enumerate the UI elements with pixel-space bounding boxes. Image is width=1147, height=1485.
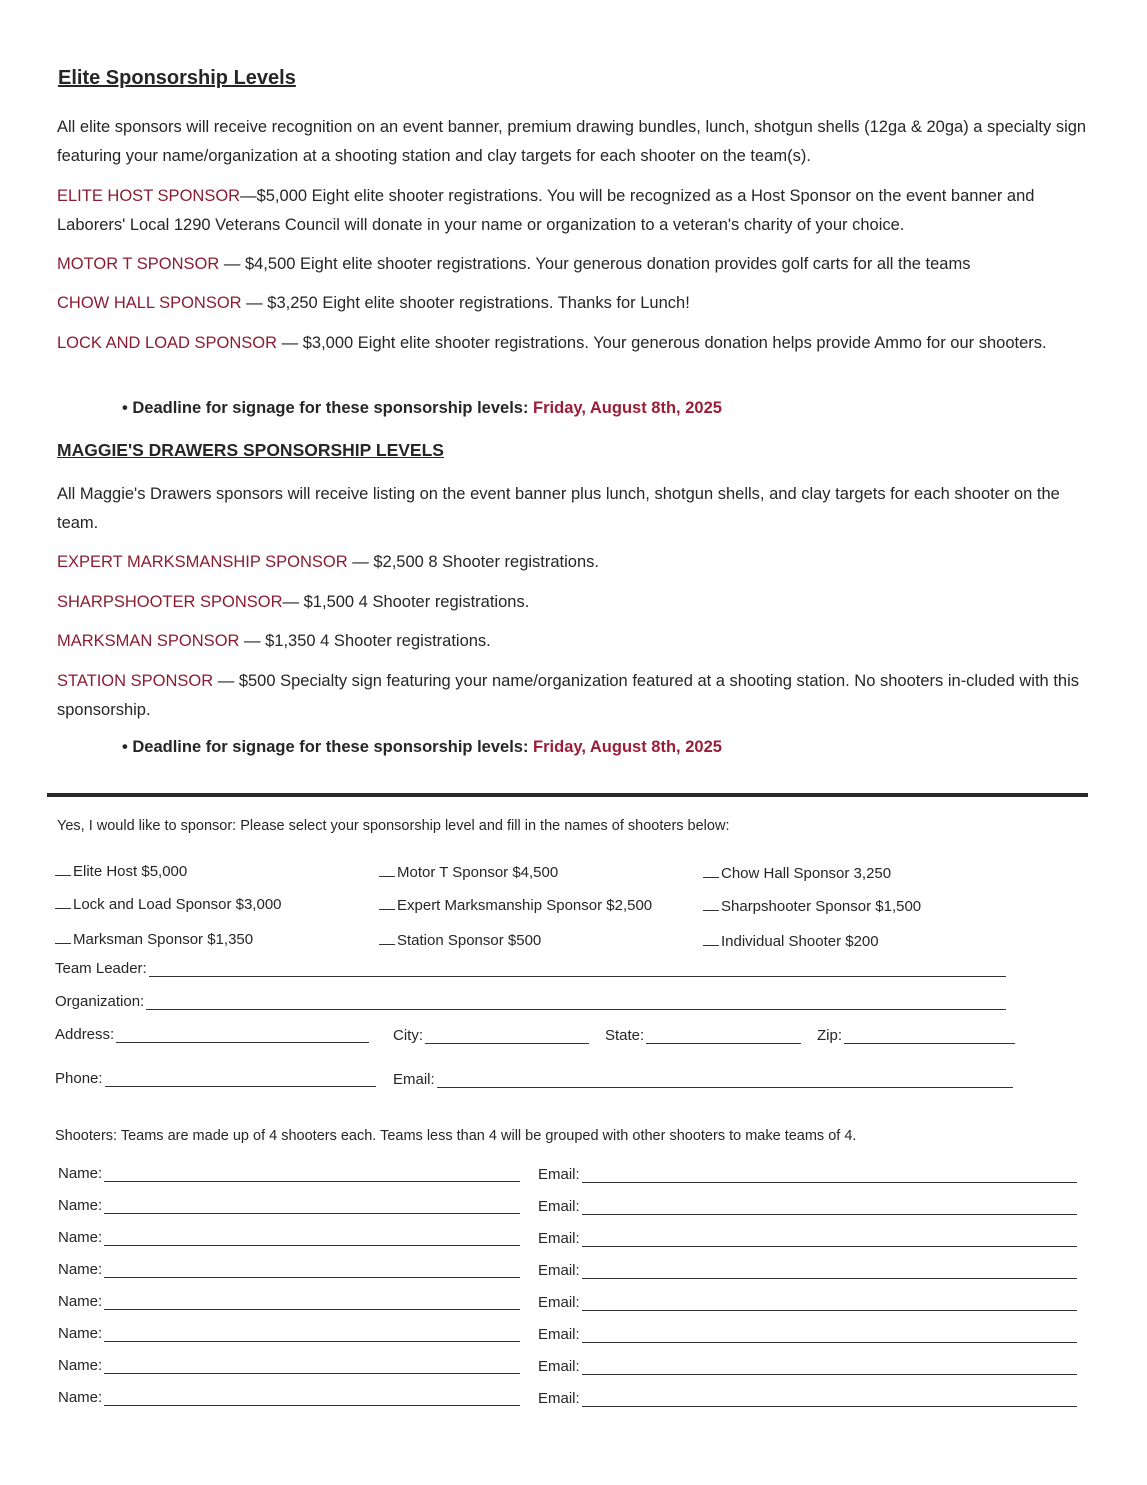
field-line[interactable] (104, 1166, 520, 1182)
field-label: Name: (58, 1197, 103, 1214)
field-label: Name: (58, 1261, 103, 1278)
level-text: — $1,500 4 Shooter registrations. (282, 593, 530, 611)
phone-field[interactable] (55, 1070, 376, 1087)
shooter-name-field[interactable] (58, 1229, 520, 1246)
zip-field[interactable] (817, 1027, 1015, 1044)
option-label: Motor T Sponsor $4,500 (397, 864, 559, 881)
level-text: — $4,500 Eight elite shooter registrations. Your generous donation provides golf carts for all the teams (219, 255, 971, 273)
expert-marksmanship-level (57, 548, 1097, 577)
level-text: —$5,000 Eight elite shooter registrations. You will be recognized as a Host Sponsor on the event banner and Laborers' Local 1290 Veterans Council will donate in your name or organization to a veteran's charity of your choice. (57, 187, 1035, 234)
field-line[interactable] (582, 1327, 1077, 1343)
field-line[interactable] (646, 1028, 801, 1044)
checkbox-blank[interactable] (703, 910, 719, 911)
field-label: Email: (538, 1198, 580, 1215)
option-label: Elite Host $5,000 (73, 863, 188, 880)
option-motor-t[interactable] (379, 864, 558, 881)
field-line[interactable] (582, 1231, 1077, 1247)
option-marksman[interactable] (55, 931, 253, 948)
option-label: Chow Hall Sponsor 3,250 (721, 865, 892, 882)
chow-hall-level (57, 289, 1097, 318)
field-line[interactable] (844, 1028, 1015, 1044)
shooter-name-field[interactable] (58, 1261, 520, 1278)
option-chow-hall[interactable] (703, 865, 891, 882)
checkbox-blank[interactable] (379, 944, 395, 945)
form-intro: Yes, I would like to sponsor: Please select your sponsorship level and fill in the names of shooters below: (57, 818, 730, 834)
field-line[interactable] (105, 1071, 376, 1087)
shooter-email-field[interactable] (538, 1358, 1077, 1375)
option-lock-and-load[interactable] (55, 896, 282, 913)
option-sharpshooter[interactable] (703, 898, 921, 915)
field-line[interactable] (146, 994, 1006, 1010)
field-line[interactable] (104, 1262, 520, 1278)
option-elite-host[interactable] (55, 863, 187, 880)
maggies-intro: All Maggie's Drawers sponsors will receive listing on the event banner plus lunch, shotgun shells, and clay targets for each shooter on the team. (57, 485, 1060, 532)
address-field[interactable] (55, 1026, 369, 1043)
level-text: — $1,350 4 Shooter registrations. (239, 632, 491, 650)
checkbox-blank[interactable] (703, 877, 719, 878)
field-label: Email: (538, 1262, 580, 1279)
shooter-name-field[interactable] (58, 1197, 520, 1214)
team-leader-field[interactable] (55, 960, 1006, 977)
shooter-email-field[interactable] (538, 1230, 1077, 1247)
field-label: Name: (58, 1325, 103, 1342)
deadline-label: • Deadline for signage for these sponsorship levels: (122, 399, 534, 417)
checkbox-blank[interactable] (379, 909, 395, 910)
field-line[interactable] (104, 1390, 520, 1406)
field-label: Zip: (817, 1027, 843, 1044)
field-line[interactable] (582, 1359, 1077, 1375)
field-line[interactable] (425, 1028, 589, 1044)
field-label: Name: (58, 1229, 103, 1246)
deadline-date: Friday, August 8th, 2025 (533, 738, 722, 756)
field-label: Address: (55, 1026, 115, 1043)
elite-intro: All elite sponsors will receive recognition on an event banner, premium drawing bundles, lunch, shotgun shells (12ga & 20ga) a specialty sign featuring your name/organization at a shooting station and clay targets for each shooter on the team(s). (57, 118, 1087, 165)
option-label: Expert Marksmanship Sponsor $2,500 (397, 897, 653, 914)
level-name: SHARPSHOOTER SPONSOR (57, 593, 283, 611)
field-line[interactable] (104, 1198, 520, 1214)
field-label: Email: (538, 1230, 580, 1247)
field-label: Email: (538, 1390, 580, 1407)
field-label: Email: (538, 1166, 580, 1183)
level-name: ELITE HOST SPONSOR (57, 187, 241, 205)
field-line[interactable] (104, 1230, 520, 1246)
section-divider (47, 793, 1088, 797)
shooter-name-field[interactable] (58, 1357, 520, 1374)
field-line[interactable] (437, 1072, 1013, 1088)
field-label: Email: (538, 1294, 580, 1311)
shooter-name-field[interactable] (58, 1293, 520, 1310)
level-name: MARKSMAN SPONSOR (57, 632, 240, 650)
sharpshooter-level (57, 588, 1097, 617)
shooters-note: Shooters: Teams are made up of 4 shooters each. Teams less than 4 will be grouped with other shooters to make teams of 4. (55, 1128, 857, 1144)
option-label: Lock and Load Sponsor $3,000 (73, 896, 282, 913)
level-name: STATION SPONSOR (57, 672, 214, 690)
shooter-name-field[interactable] (58, 1389, 520, 1406)
shooter-name-field[interactable] (58, 1325, 520, 1342)
organization-field[interactable] (55, 993, 1006, 1010)
level-name: LOCK AND LOAD SPONSOR (57, 334, 278, 352)
level-text: — $500 Specialty sign featuring your name/organization featured at a shooting station. No shooters in-cluded with this sponsorship. (57, 672, 1079, 719)
field-line[interactable] (582, 1391, 1077, 1407)
level-name: MOTOR T SPONSOR (57, 255, 220, 273)
field-line[interactable] (116, 1027, 369, 1043)
elite-section-title: Elite Sponsorship Levels (58, 67, 296, 89)
field-line[interactable] (104, 1358, 520, 1374)
option-individual-shooter[interactable] (703, 933, 879, 950)
field-line[interactable] (582, 1295, 1077, 1311)
field-label: State: (605, 1027, 645, 1044)
field-label: Name: (58, 1389, 103, 1406)
marksman-level (57, 627, 1097, 656)
deadline-date: Friday, August 8th, 2025 (533, 399, 722, 417)
field-line[interactable] (104, 1294, 520, 1310)
city-field[interactable] (393, 1027, 589, 1044)
option-label: Sharpshooter Sponsor $1,500 (721, 898, 922, 915)
deadline-label: • Deadline for signage for these sponsorship levels: (122, 738, 534, 756)
option-label: Station Sponsor $500 (397, 932, 542, 949)
level-text: — $2,500 8 Shooter registrations. (347, 553, 599, 571)
checkbox-blank[interactable] (55, 908, 71, 909)
checkbox-blank[interactable] (55, 943, 71, 944)
field-line[interactable] (582, 1263, 1077, 1279)
level-text: — $3,000 Eight elite shooter registrations. Your generous donation helps provide Ammo for our shooters. (277, 334, 1047, 352)
maggies-deadline (122, 738, 722, 757)
shooter-email-field[interactable] (538, 1326, 1077, 1343)
field-label: Email: (393, 1071, 435, 1088)
shooter-email-field[interactable] (538, 1166, 1077, 1183)
elite-deadline (122, 399, 722, 418)
field-label: City: (393, 1027, 423, 1044)
field-label: Phone: (55, 1070, 103, 1087)
level-text: — $3,250 Eight elite shooter registrations. Thanks for Lunch! (241, 294, 690, 312)
field-label: Organization: (55, 993, 145, 1010)
option-label: Marksman Sponsor $1,350 (73, 931, 254, 948)
field-label: Email: (538, 1358, 580, 1375)
field-label: Name: (58, 1357, 103, 1374)
maggies-section-title: MAGGIE'S DRAWERS SPONSORSHIP LEVELS (57, 440, 444, 460)
shooter-email-field[interactable] (538, 1198, 1077, 1215)
shooter-email-field[interactable] (538, 1390, 1077, 1407)
state-field[interactable] (605, 1027, 801, 1044)
level-name: EXPERT MARKSMANSHIP SPONSOR (57, 553, 348, 571)
lock-and-load-level (57, 329, 1097, 358)
field-label: Team Leader: (55, 960, 147, 977)
shooter-email-field[interactable] (538, 1294, 1077, 1311)
option-station[interactable] (379, 932, 541, 949)
field-line[interactable] (149, 961, 1006, 977)
field-label: Name: (58, 1293, 103, 1310)
option-expert-marksmanship[interactable] (379, 897, 652, 914)
field-line[interactable] (104, 1326, 520, 1342)
shooter-email-field[interactable] (538, 1262, 1077, 1279)
elite-host-level (57, 182, 1097, 240)
email-field[interactable] (393, 1071, 1013, 1088)
station-level (57, 667, 1097, 725)
checkbox-blank[interactable] (703, 945, 719, 946)
option-label: Individual Shooter $200 (721, 933, 879, 950)
field-line[interactable] (582, 1167, 1077, 1183)
checkbox-blank[interactable] (55, 875, 71, 876)
field-label: Name: (58, 1165, 103, 1182)
field-line[interactable] (582, 1199, 1077, 1215)
field-label: Email: (538, 1326, 580, 1343)
checkbox-blank[interactable] (379, 876, 395, 877)
level-name: CHOW HALL SPONSOR (57, 294, 242, 312)
shooter-name-field[interactable] (58, 1165, 520, 1182)
motor-t-level (57, 250, 1097, 279)
